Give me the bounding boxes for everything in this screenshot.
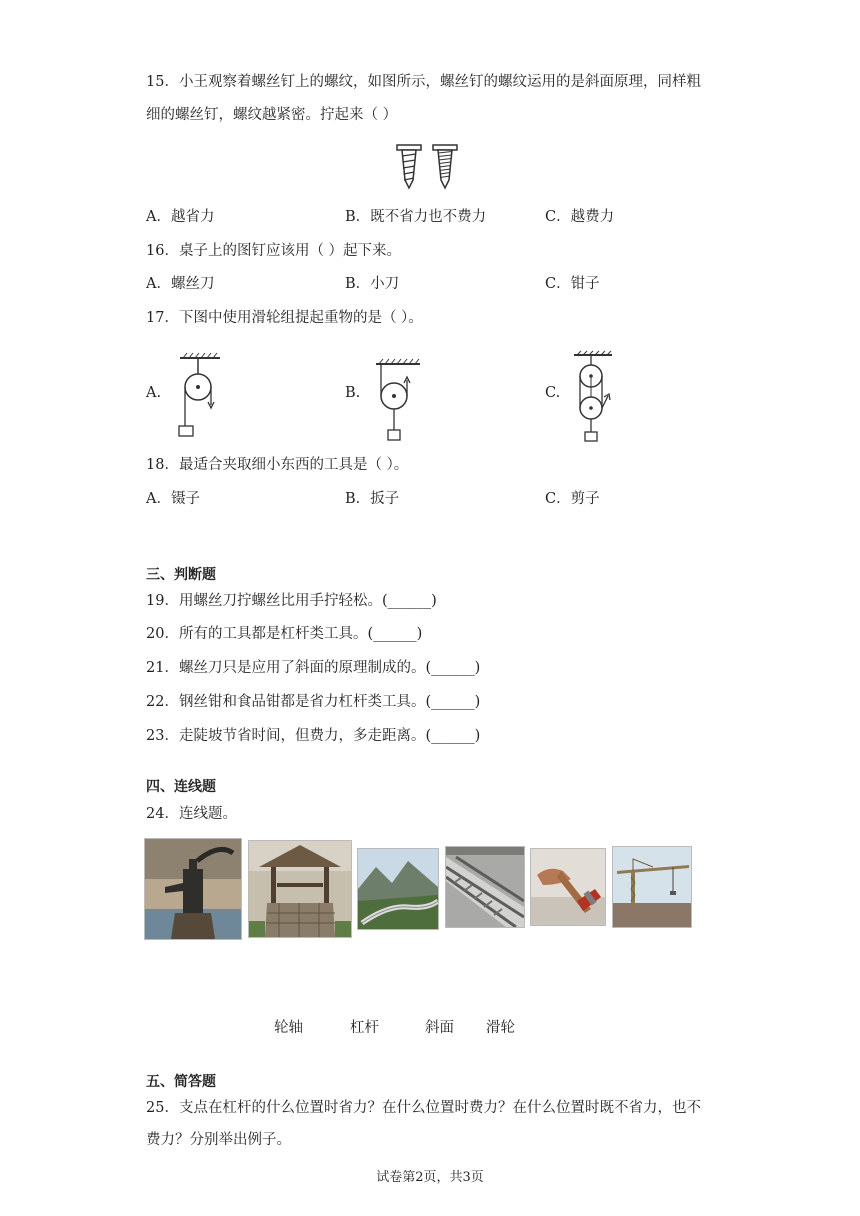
tower-crane-icon	[612, 846, 692, 928]
q21: 21．螺丝刀只是应用了斜面的原理制成的。(______)	[146, 660, 481, 676]
q15-option-b: B．既不省力也不费力	[345, 209, 487, 225]
q15-option-c: C．越费力	[545, 209, 615, 225]
mountain-road-icon	[357, 848, 439, 930]
q16-option-a: A．螺丝刀	[146, 276, 215, 292]
movable-pulley-diagram-b	[373, 358, 423, 444]
q19: 19．用螺丝刀拧螺丝比用手拧轻松。(______)	[146, 593, 437, 609]
section3-title: 三、判断题	[146, 567, 216, 583]
q16-option-b: B．小刀	[345, 276, 400, 292]
screws-figure	[393, 142, 465, 190]
q15-option-a: A．越省力	[146, 209, 215, 225]
fixed-pulley-diagram-a	[175, 350, 225, 442]
page-footer: 试卷第2页，共3页	[376, 1170, 484, 1185]
term-inclined-plane: 斜面	[425, 1020, 454, 1036]
q22: 22．钢丝钳和食品钳都是省力杠杆类工具。(______)	[146, 694, 481, 710]
q18-stem: 18．最适合夹取细小东西的工具是（ ）。	[146, 457, 409, 473]
q16-stem: 16．桌子上的图钉应该用（ ）起下来。	[146, 243, 402, 259]
pulley-block-diagram-c	[570, 350, 616, 446]
hand-pump-icon	[144, 838, 242, 940]
q18-option-c: C．剪子	[545, 491, 600, 507]
water-well-icon	[248, 840, 352, 938]
escalator-icon	[445, 846, 525, 928]
q25-line1: 25．支点在杠杆的什么位置时省力？在什么位置时费力？在什么位置时既不省力，也不	[146, 1100, 701, 1116]
q15-line1: 15．小王观察着螺丝钉上的螺纹，如图所示，螺丝钉的螺纹运用的是斜面原理，同样粗	[146, 74, 701, 90]
q17-label-b: B.	[345, 385, 361, 401]
q16-option-c: C．钳子	[545, 276, 600, 292]
screw-fine-icon	[433, 145, 457, 188]
section4-title: 四、连线题	[146, 779, 216, 795]
q17-label-c: C.	[545, 385, 561, 401]
q18-option-a: A．镊子	[146, 491, 200, 507]
section5-title: 五、简答题	[146, 1074, 216, 1090]
term-lever: 杠杆	[350, 1020, 379, 1036]
q17-stem: 17．下图中使用滑轮组提起重物的是（ ）。	[146, 310, 423, 326]
screw-coarse-icon	[397, 145, 421, 188]
q18-option-b: B．扳子	[345, 491, 400, 507]
q23: 23．走陡坡节省时间，但费力，多走距离。(______)	[146, 728, 481, 744]
term-pulley: 滑轮	[486, 1020, 515, 1036]
term-wheel-axle: 轮轴	[274, 1020, 303, 1036]
q25-line2: 费力？分别举出例子。	[146, 1132, 291, 1148]
hammer-icon	[530, 848, 606, 926]
q17-label-a: A.	[146, 385, 162, 401]
q24-stem: 24．连线题。	[146, 806, 237, 822]
q20: 20．所有的工具都是杠杆类工具。(______)	[146, 626, 423, 642]
q15-line2: 细的螺丝钉，螺纹越紧密。拧起来（ ）	[146, 107, 398, 123]
